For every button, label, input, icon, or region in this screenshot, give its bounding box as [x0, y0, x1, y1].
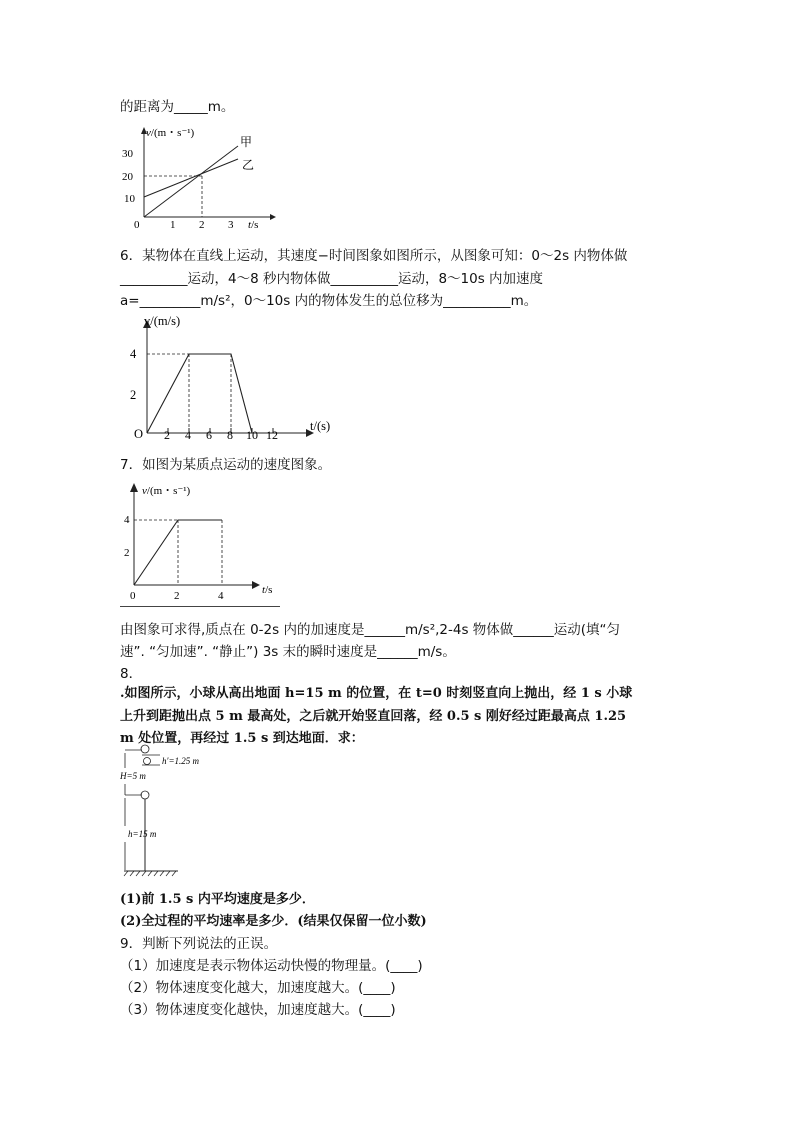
label-yi: 乙	[242, 158, 255, 172]
ball-top	[141, 745, 149, 753]
q7-line2: 由图象可求得,质点在 0-2s 内的加速度是______m/s²,2-4s 物体做______运动(填“匀	[120, 622, 621, 638]
y-tick-2: 2	[130, 388, 137, 402]
velocity-graph-jia-yi	[120, 124, 280, 236]
x-tick-0: 0	[130, 590, 136, 602]
x-tick-2: 2	[199, 219, 205, 231]
x-tick-12: 12	[266, 428, 278, 442]
velocity-polyline	[147, 354, 252, 433]
y-tick-20: 20	[122, 171, 133, 183]
y-tick-30: 30	[122, 148, 133, 160]
q7-line1: 7．如图为某质点运动的速度图象。	[120, 457, 332, 473]
q8-line1: .如图所示，小球从高出地面 h=15 m 的位置，在 t=0 时刻竖直向上抛出，经 1 s 小球	[120, 686, 633, 701]
q6-line3: a=_________m/s²，0～10s 内的物体发生的总位移为__________m。	[120, 293, 538, 309]
q8-number: 8．	[120, 666, 143, 682]
q8-line3: m 处位置，再经过 1.5 s 到达地面．求：	[120, 731, 364, 746]
y-tick-4: 4	[124, 514, 130, 526]
x-axis-arrow	[270, 214, 276, 220]
line-jia	[144, 146, 238, 217]
q8-line2: 上升到距抛出点 5 m 最高处，之后就开始竖直回落，经 0.5 s 刚好经过距最高点 1.25	[120, 709, 627, 724]
x-axis-label: t/(s)	[310, 419, 331, 433]
label-jia: 甲	[240, 135, 253, 149]
q8-sub2: (2)全过程的平均速率是多少．(结果仅保留一位小数)	[120, 914, 427, 929]
label-H: H=5 m	[120, 771, 146, 781]
x-tick-2: 2	[164, 428, 170, 442]
origin-label: O	[134, 427, 144, 441]
y-tick-4: 4	[130, 347, 137, 361]
x-tick-4: 4	[185, 428, 191, 442]
q9-item2: （2）物体速度变化越大，加速度越大。(____)	[120, 980, 396, 996]
intro-line: 的距离为_____m。	[120, 99, 235, 115]
q9-title: 9．判断下列说法的正误。	[120, 936, 278, 952]
velocity-graph-trapezoid	[120, 310, 340, 444]
x-tick-3: 3	[228, 219, 234, 231]
x-tick-4: 4	[218, 590, 224, 602]
x-tick-0: 0	[134, 219, 140, 231]
label-h: h=15 m	[128, 829, 157, 839]
x-axis-arrow	[252, 581, 260, 589]
q6-line2: __________运动，4～8 秒内物体做__________运动，8～10s 内加速度	[120, 271, 544, 287]
ball-mid	[144, 758, 151, 765]
x-tick-1: 1	[170, 219, 176, 231]
y-tick-2: 2	[124, 547, 130, 559]
divider	[120, 606, 280, 607]
line-yi	[144, 159, 238, 197]
x-tick-2: 2	[174, 590, 180, 602]
q8-sub1: (1)前 1.5 s 内平均速度是多少．	[120, 892, 315, 907]
ground-hatch	[124, 871, 176, 876]
q9-item3: （3）物体速度变化越快，加速度越大。(____)	[120, 1002, 396, 1018]
y-axis-label: v/(m・s⁻¹)	[142, 485, 191, 497]
ball-throw-figure	[120, 742, 240, 878]
label-h-prime: h′=1.25 m	[162, 756, 200, 766]
x-tick-10: 10	[246, 428, 258, 442]
y-axis-arrow	[130, 483, 138, 492]
q6-line1: 6．某物体在直线上运动，其速度−时间图象如图所示，从图象可知：0～2s 内物体做	[120, 248, 628, 264]
y-tick-10: 10	[124, 193, 135, 205]
q7-line3: 速”. “匀加速”. “静止”) 3s 末的瞬时速度是______m/s。	[120, 644, 456, 660]
y-axis-label: v/(m・s⁻¹)	[146, 127, 195, 139]
y-axis-label: v/(m/s)	[144, 314, 181, 328]
ball-start	[141, 791, 149, 799]
q9-item1: （1）加速度是表示物体运动快慢的物理量。(____)	[120, 958, 423, 974]
x-axis-label: t/s	[248, 219, 259, 231]
x-axis-label: t/s	[262, 584, 273, 596]
velocity-graph-q7	[120, 478, 288, 602]
x-tick-8: 8	[227, 428, 233, 442]
x-tick-6: 6	[206, 428, 212, 442]
